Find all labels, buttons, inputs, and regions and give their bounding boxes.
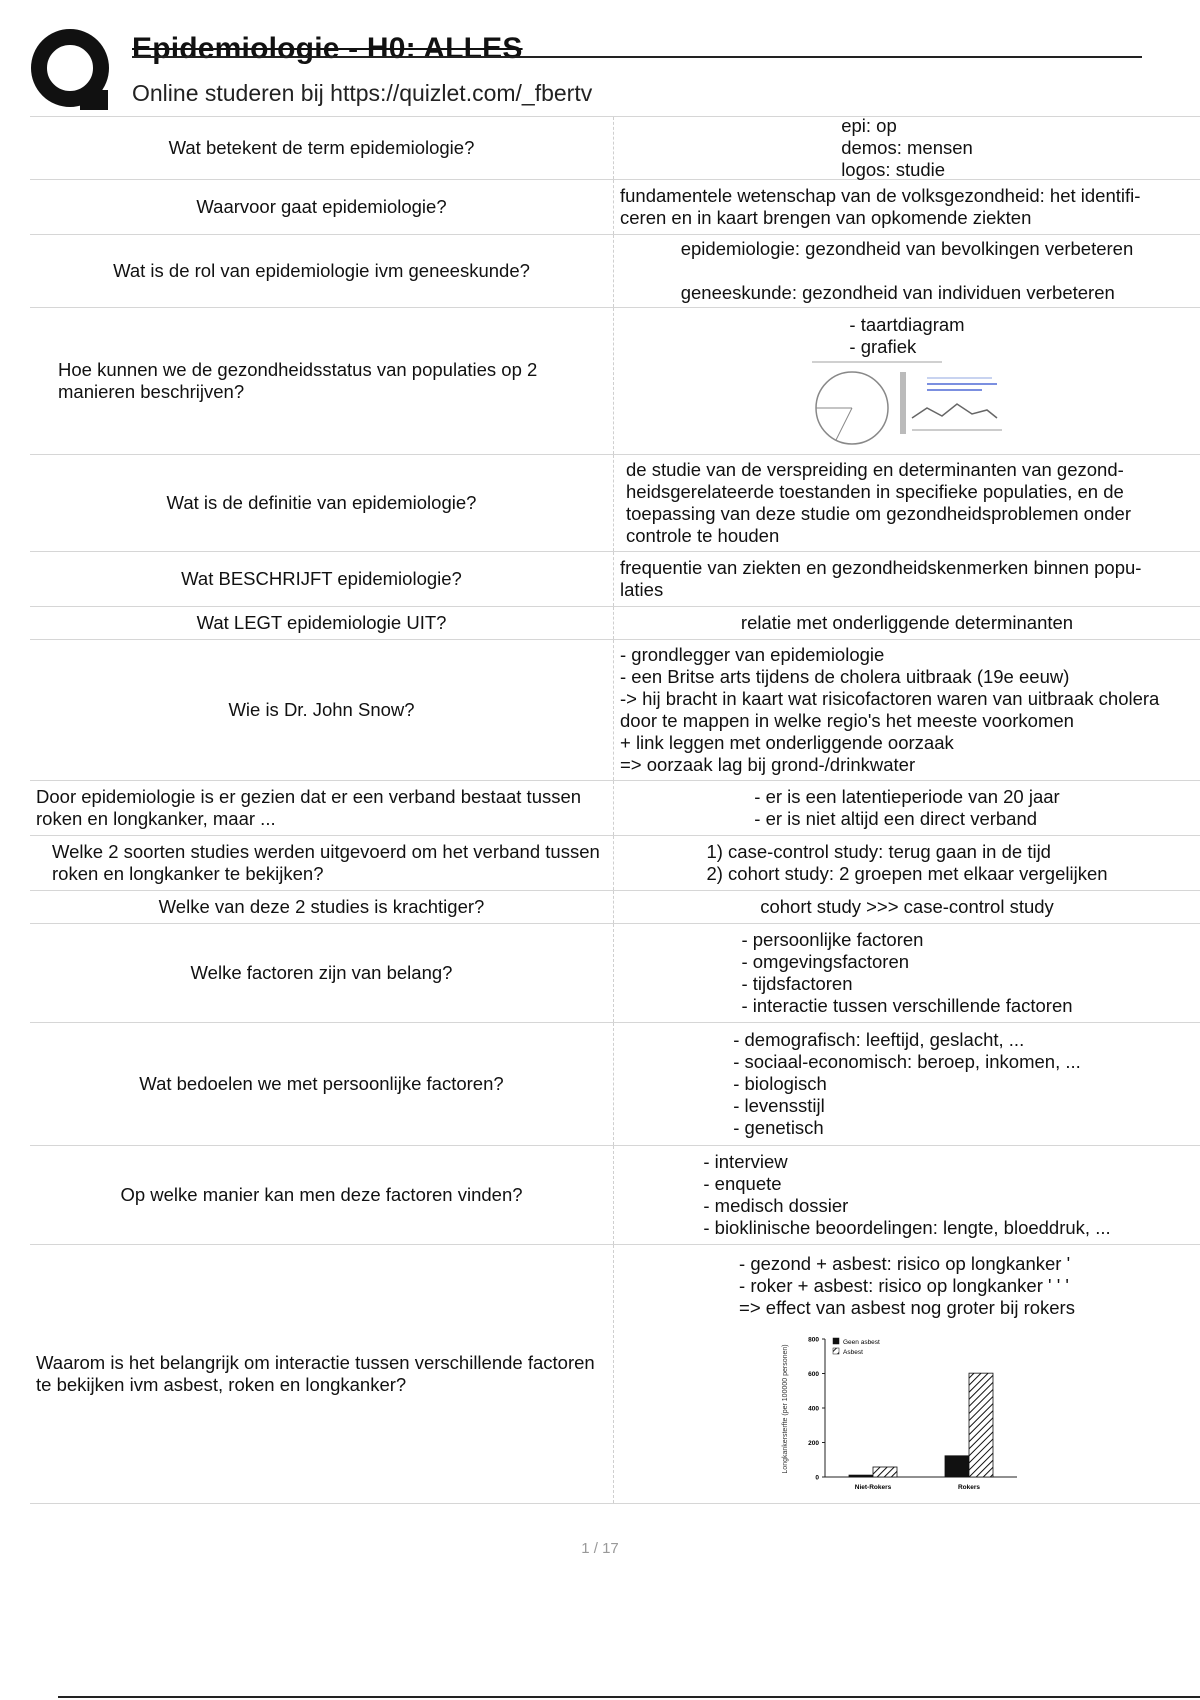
answer-line: ceren en in kaart brengen van opkomende ziekten	[620, 207, 1032, 228]
quizlet-logo-icon	[30, 28, 112, 112]
card-answer	[614, 781, 1200, 835]
answer-line: relatie met onderliggende determinanten	[740, 612, 1074, 633]
answer-line: - sociaal-economisch: beroep, inkomen, ...	[733, 1051, 1081, 1072]
card-question: Welke factoren zijn van belang?	[30, 924, 614, 1022]
bottom-rule	[58, 1696, 1200, 1698]
answer-line: toepassing van deze studie om gezondheidsproblemen onder	[626, 503, 1131, 524]
chart-x-tick-label: Rokers	[957, 1484, 981, 1491]
card-answer	[614, 640, 1200, 780]
card-row	[30, 606, 1200, 639]
card-question: Wat betekent de term epidemiologie?	[30, 117, 614, 179]
answer-line: - er is niet altijd een direct verband	[754, 808, 1038, 829]
card-row	[30, 116, 1200, 179]
card-question: Op welke manier kan men deze factoren vinden?	[30, 1146, 614, 1244]
card-row	[30, 1145, 1200, 1244]
card-question: Wat LEGT epidemiologie UIT?	[30, 607, 614, 639]
card-row	[30, 923, 1200, 1022]
card-row	[30, 454, 1200, 551]
answer-line: frequentie van ziekten en gezondheidskenmerken binnen popu-	[620, 557, 1142, 578]
chart-y-tick-label: 600	[808, 1371, 819, 1378]
asbest-chart	[777, 1329, 1037, 1499]
card-row	[30, 234, 1200, 307]
answer-line: - genetisch	[733, 1117, 824, 1138]
answer-line: - bioklinische beoordelingen: lengte, bloeddruk, ...	[703, 1217, 1111, 1238]
answer-line: - levensstijl	[733, 1095, 825, 1116]
answer-line: demos: mensen	[841, 137, 973, 158]
answer-spacer	[681, 260, 1134, 282]
card-question: Welke van deze 2 studies is krachtiger?	[30, 891, 614, 923]
chart-bar-geen-asbest	[849, 1475, 873, 1477]
card-row	[30, 1022, 1200, 1145]
answer-line: => effect van asbest nog groter bij rokers	[739, 1297, 1075, 1318]
flashcard-table	[30, 116, 1200, 1504]
answer-line: + link leggen met onderliggende oorzaak	[620, 732, 954, 753]
answer-line: 1) case-control study: terug gaan in de tijd	[706, 841, 1051, 862]
chart-legend-swatch	[833, 1348, 839, 1354]
card-question: Welke 2 soorten studies werden uitgevoerd om het verband tussen roken en longkanker te bekijken?	[30, 836, 614, 890]
card-question: Hoe kunnen we de gezondheidsstatus van populaties op 2 manieren beschrijven?	[30, 308, 614, 454]
chart-legend-label: Geen asbest	[843, 1339, 880, 1346]
answer-line: - grondlegger van epidemiologie	[620, 644, 885, 665]
chart-bar-asbest	[969, 1373, 993, 1477]
card-row	[30, 307, 1200, 454]
card-row	[30, 780, 1200, 835]
answer-line: - interactie tussen verschillende factoren	[741, 995, 1073, 1016]
answer-line: - er is een latentieperiode van 20 jaar	[754, 786, 1060, 807]
card-answer	[614, 552, 1200, 606]
card-question: Wat is de rol van epidemiologie ivm geneeskunde?	[30, 235, 614, 307]
card-answer	[614, 891, 1200, 923]
answer-line: -> hij bracht in kaart wat risicofactoren waren van uitbraak cholera	[620, 688, 1160, 709]
card-row	[30, 639, 1200, 780]
answer-line: - een Britse arts tijdens de cholera uitbraak (19e eeuw)	[620, 666, 1070, 687]
card-answer	[614, 836, 1200, 890]
answer-line: - omgevingsfactoren	[741, 951, 910, 972]
answer-line: heidsgerelateerde toestanden in specifieke populaties, en de	[626, 481, 1124, 502]
card-row	[30, 179, 1200, 234]
answer-line: - persoonlijke factoren	[741, 929, 924, 950]
chart-bar-asbest	[873, 1467, 897, 1477]
answer-line: - interview	[703, 1151, 788, 1172]
card-answer	[614, 1023, 1200, 1145]
chart-x-tick-label: Niet-Rokers	[854, 1484, 892, 1491]
chart-y-tick-label: 0	[815, 1474, 819, 1482]
card-answer	[614, 924, 1200, 1022]
answer-line: - grafiek	[849, 336, 917, 357]
answer-line: - gezond + asbest: risico op longkanker '	[739, 1253, 1071, 1274]
answer-line: geneeskunde: gezondheid van individuen verbeteren	[680, 282, 1115, 303]
answer-line: 2) cohort study: 2 groepen met elkaar vergelijken	[706, 863, 1108, 884]
answer-line: de studie van de verspreiding en determinanten van gezond-	[626, 459, 1124, 480]
answer-line: - tijdsfactoren	[741, 973, 853, 994]
status-figure-thumbnail	[792, 358, 1022, 448]
page-subtitle: Online studeren bij https://quizlet.com/_fbertv	[132, 80, 593, 106]
answer-line: door te mappen in welke regio's het meeste voorkomen	[620, 710, 1074, 731]
card-answer	[614, 1146, 1200, 1244]
chart-y-tick-label: 400	[808, 1405, 819, 1413]
chart-y-tick-label: 800	[808, 1336, 819, 1344]
card-question: Door epidemiologie is er gezien dat er een verband bestaat tussen roken en longkanker, maar ...	[30, 781, 614, 835]
title-rule	[132, 56, 1142, 58]
answer-line: epi: op	[841, 115, 897, 136]
card-row	[30, 835, 1200, 890]
card-answer	[614, 117, 1200, 179]
card-question: Wat BESCHRIJFT epidemiologie?	[30, 552, 614, 606]
card-question: Waarvoor gaat epidemiologie?	[30, 180, 614, 234]
chart-legend-swatch	[833, 1338, 839, 1344]
card-answer	[614, 1245, 1200, 1503]
card-row	[30, 551, 1200, 606]
answer-line: - enquete	[703, 1173, 782, 1194]
card-row	[30, 890, 1200, 923]
answer-line: - demografisch: leeftijd, geslacht, ...	[733, 1029, 1025, 1050]
answer-line: logos: studie	[841, 159, 946, 180]
answer-line: => oorzaak lag bij grond-/drinkwater	[620, 754, 916, 775]
answer-line: epidemiologie: gezondheid van bevolkingen verbeteren	[680, 238, 1134, 259]
card-answer	[614, 235, 1200, 307]
chart-legend-label: Asbest	[843, 1349, 863, 1356]
card-question: Wat is de definitie van epidemiologie?	[30, 455, 614, 551]
chart-y-tick-label: 200	[808, 1440, 819, 1447]
answer-line: fundamentele wetenschap van de volksgezondheid: het identifi-	[620, 185, 1141, 206]
card-answer	[614, 455, 1200, 551]
chart-bar-geen-asbest	[945, 1456, 969, 1477]
chart-y-axis-label: Longkankersterfte (per 100000 personen)	[782, 1344, 789, 1474]
answer-line: controle te houden	[626, 525, 780, 546]
answer-line: - taartdiagram	[849, 314, 965, 335]
card-question: Wie is Dr. John Snow?	[30, 640, 614, 780]
card-answer	[614, 308, 1200, 454]
answer-line: - medisch dossier	[703, 1195, 849, 1216]
card-answer	[614, 180, 1200, 234]
answer-line: - roker + asbest: risico op longkanker ' ' '	[739, 1275, 1069, 1296]
card-question: Wat bedoelen we met persoonlijke factoren?	[30, 1023, 614, 1145]
answer-line: - biologisch	[733, 1073, 827, 1094]
card-row	[30, 1244, 1200, 1504]
card-question: Waarom is het belangrijk om interactie tussen verschillende factoren te bekijken ivm asbest, roken en longkanker?	[30, 1245, 614, 1503]
answer-line: laties	[620, 579, 664, 600]
answer-line: cohort study >>> case-control study	[760, 896, 1054, 917]
page-title: Epidemiologie - H0: ALLES	[132, 32, 523, 65]
page-number: 1 / 17	[581, 1540, 619, 1557]
card-answer	[614, 607, 1200, 639]
